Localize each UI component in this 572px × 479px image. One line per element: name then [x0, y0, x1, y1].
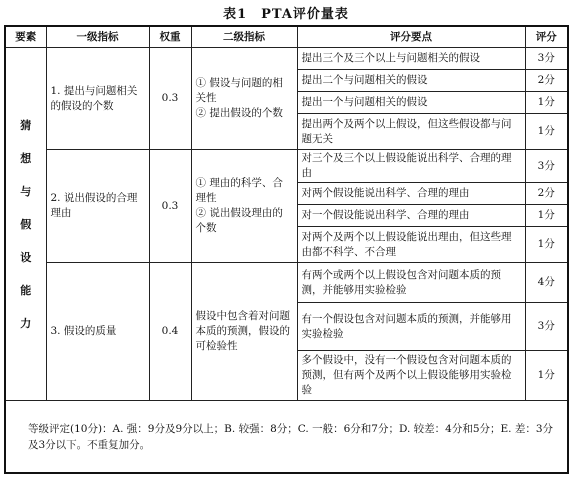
score-cell: 1分	[525, 227, 568, 263]
level1-cell: 1. 提出与问题相关的假设的个数	[46, 48, 149, 150]
level2-item: ① 理由的科学、合理性	[195, 177, 283, 204]
score-cell: 3分	[525, 48, 568, 70]
weight-cell: 0.3	[149, 48, 191, 150]
header-scoring-points: 评分要点	[297, 26, 525, 48]
level2-cell	[191, 48, 297, 150]
element-char: 设	[20, 250, 32, 264]
scoring-point: 提出两个及两个以上假设，但这些假设都与问题无关	[297, 114, 525, 150]
weight-cell: 0.4	[149, 263, 191, 401]
scoring-point: 有一个假设包含对问题本质的预测，并能够用实验检验	[297, 303, 525, 351]
header-weight: 权重	[149, 26, 191, 48]
scoring-point: 对两个及两个以上假设能说出理由，但这些理由都不科学、不合理	[297, 227, 525, 263]
score-cell: 2分	[525, 70, 568, 92]
header-element: 要素	[5, 26, 46, 48]
score-cell: 3分	[525, 150, 568, 183]
level1-cell: 2. 说出假设的合理理由	[46, 150, 149, 263]
scoring-point: 对三个及三个以上假设能说出科学、合理的理由	[297, 150, 525, 183]
header-level2: 二级指标	[191, 26, 297, 48]
element-cell	[5, 48, 46, 401]
element-char: 力	[20, 316, 32, 330]
level2-item: ② 说出假设理由的个数	[195, 207, 283, 234]
table-row	[5, 263, 568, 303]
scoring-point: 提出二个与问题相关的假设	[297, 70, 525, 92]
pta-evaluation-table	[4, 25, 569, 474]
element-char: 与	[20, 184, 32, 198]
scoring-point: 对两个假设能说出科学、合理的理由	[297, 183, 525, 205]
element-char: 假	[20, 217, 32, 231]
scoring-point: 提出三个及三个以上与问题相关的假设	[297, 48, 525, 70]
scoring-point: 对一个假设能说出科学、合理的理由	[297, 205, 525, 227]
level2-cell: 假设中包含着对问题本质的预测，假设的可检验性	[191, 263, 297, 401]
level2-cell	[191, 150, 297, 263]
score-cell: 3分	[525, 303, 568, 351]
score-cell: 2分	[525, 183, 568, 205]
level2-item: ① 假设与问题的相关性	[195, 77, 283, 104]
score-cell: 1分	[525, 114, 568, 150]
table-row	[5, 48, 568, 70]
header-row	[5, 26, 568, 48]
scoring-point: 提出一个与问题相关的假设	[297, 92, 525, 114]
level1-cell: 3. 假设的质量	[46, 263, 149, 401]
table-caption: 表1 PTA评价量表	[223, 7, 349, 22]
element-char: 能	[20, 283, 32, 297]
header-level1: 一级指标	[46, 26, 149, 48]
footer-row	[5, 401, 568, 474]
score-cell: 1分	[525, 92, 568, 114]
header-score: 评分	[525, 26, 568, 48]
scoring-point: 多个假设中，没有一个假设包含对问题本质的预测，但有两个及两个以上假设能够用实验检验	[297, 351, 525, 401]
score-cell: 4分	[525, 263, 568, 303]
element-char: 想	[20, 151, 32, 165]
table-row	[5, 150, 568, 183]
element-char: 猜	[20, 118, 32, 132]
score-cell: 1分	[525, 205, 568, 227]
weight-cell: 0.3	[149, 150, 191, 263]
level2-item: ② 提出假设的个数	[195, 107, 283, 119]
scoring-point: 有两个或两个以上假设包含对问题本质的预测，并能够用实验检验	[297, 263, 525, 303]
grade-evaluation-note: 等级评定(10分)：A. 强：9分及9分以上；B. 较强：8分；C. 一般：6分和7分；D. 较差：4分和5分；E. 差：3分及3分以下。不重复加分。	[5, 401, 568, 474]
score-cell: 1分	[525, 351, 568, 401]
